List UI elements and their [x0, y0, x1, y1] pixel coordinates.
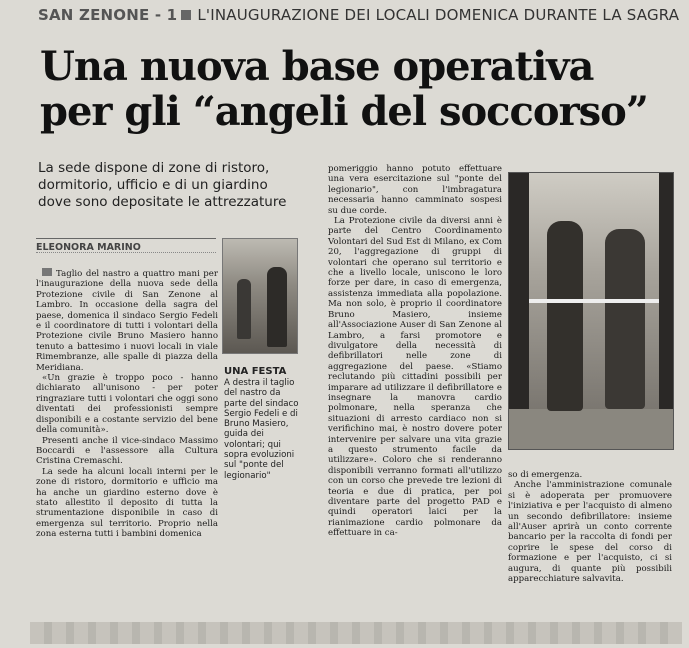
- photo-figure: [237, 279, 251, 339]
- paragraph: Taglio del nastro a quattro mani per l'inaugurazione della nuova sede della Protezione civile di San Zenone al Lambro. In occasione della sagra del paese, domenica il sindaco Sergio Fedeli e il coordinatore di tutti i volontari della Protezione civile Bruno Masiero hanno tenuto a battesimo i nuovi locali in viale Rimembranze, alle spalle di piazza della Meridiana.: [36, 269, 218, 373]
- article-column-3: [508, 470, 672, 584]
- paragraph: Presenti anche il vice-sindaco Massimo Boccardi e l'assessore alla Cultura Cristina Cremaschi.: [36, 435, 218, 467]
- paragraph: so di emergenza.: [508, 470, 583, 480]
- paragraph: La sede ha alcuni locali interni per le zone di ristoro, dormitorio e ufficio ma ha anche un giardino esterno dove è stato allestito il deposito di tutta la strumentazione disponibile in caso di emergenza sul territorio. Proprio nella zona esterna tutti i bambini domenica: [36, 466, 218, 540]
- paragraph: Anche l'amministrazione comunale si è adoperata per promuovere l'iniziativa e per l'acquisto di almeno un secondo defibrillatore: insieme all'Auser aprirà un conto corrente bancario per la raccolta di fondi per coprire le spese del corso di formazione e per l'acquisto, ci si augura, di quante più possibili apparecchiature salvavita.: [508, 480, 672, 585]
- article-column-1: [36, 268, 218, 540]
- paragraph: La Protezione civile da diversi anni è parte del Centro Coordinamento Volontari del Sud Est di Milano, ex Com 20, l'aggregazione di gruppi di volontari che operano sul territorio e che a livello locale, uniscono le loro forze per dare, in caso di emergenza, assistenza immediata alla popolazione. Ma non solo, è proprio il coordinatore Bruno Masiero, insieme all'Associazione Auser di San Zenone al Lambro, a farsi promotore e divulgatore della necessità di defibrillatori nelle zone di aggregazione del paese. «Stiamo reclutando più cittadini possibili per imparare ad utilizzare il defibrillatore e insegnare la manovra cardio polmonare, nella speranza che situazioni di arresto cardiaco non si verifichino mai, è nostro dovere poter intervenire per salvare una vita grazie a questo strumento facile da utilizzare». Coloro che si renderanno disponibili verranno formati all'utilizzo con un corso che prevede tre lezioni di teoria e due di pratica, per poi diventare parte del progetto PAD e quindi operatori laici per la rianimazione cardio polmonare da effettuare in ca-: [328, 216, 502, 539]
- photo-ribbon: [529, 299, 659, 303]
- headline: [40, 44, 648, 134]
- paragraph: pomeriggio hanno potuto effettuare una vera esercitazione sul "ponte del legionario", con l'imbragatura necessaria hanno camminato sospesi su due corde.: [328, 164, 502, 216]
- kicker-title: L'INAUGURAZIONE DEI LOCALI DOMENICA DURANTE LA SAGRA: [197, 6, 680, 24]
- footer-band: [30, 622, 682, 644]
- byline-divider: [36, 252, 216, 253]
- byline: ELEONORA MARINO: [36, 238, 216, 253]
- photo-caption: A destra il taglio del nastro da parte del sindaco Sergio Fedeli e di Bruno Masiero, guida dei volontari; qui sopra evoluzioni sul "ponte del legionario": [224, 378, 299, 481]
- kicker-section: SAN ZENONE - 1: [38, 6, 178, 24]
- headline-line-2: per gli “angeli del soccorso”: [40, 88, 648, 135]
- subheadline: La sede dispone di zone di ristoro, dormitorio, ufficio e di un giardino dove sono depositate le attrezzature: [38, 160, 287, 210]
- photo-person: [605, 229, 645, 409]
- photo-ribbon-cutting: [508, 172, 674, 450]
- photo-rope-bridge: [222, 238, 298, 354]
- square-bullet-icon: [181, 10, 191, 20]
- article-column-2: [328, 164, 502, 539]
- headline-line-1: Una nuova base operativa: [40, 43, 594, 90]
- photo-door-frame: [659, 173, 673, 449]
- kicker: [38, 6, 679, 24]
- caption-title: UNA FESTA: [224, 366, 287, 377]
- photo-floor: [509, 409, 673, 449]
- paragraph: «Un grazie è troppo poco - hanno dichiarato all'unisono - per poter ringraziare tutti i volontari che oggi sono diventati dei professionisti sempre disponibili e a costante servizio del bene della comunità».: [36, 373, 218, 436]
- photo-door-frame: [509, 173, 529, 449]
- photo-person: [547, 221, 583, 411]
- photo-figure: [267, 267, 287, 347]
